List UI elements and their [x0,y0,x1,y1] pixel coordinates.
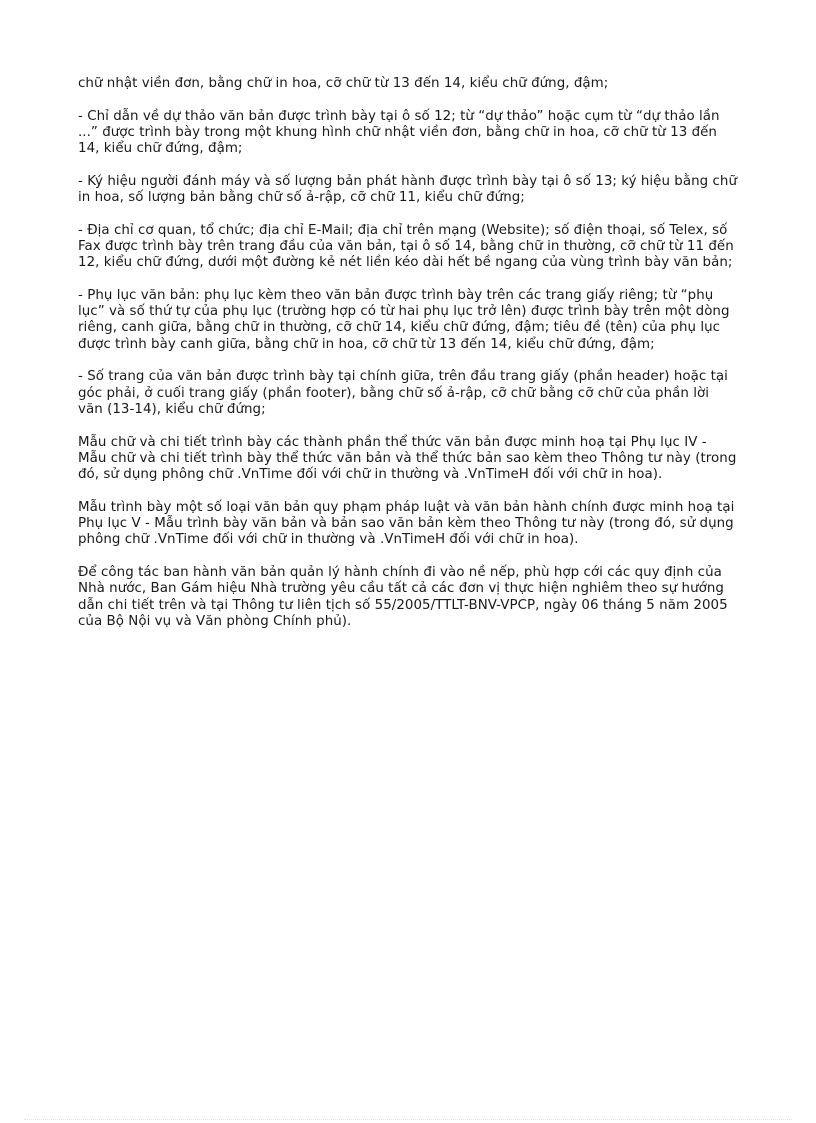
paragraph-title-frame-format: chữ nhật viền đơn, bằng chữ in hoa, cỡ chữ từ 13 đến 14, kiểu chữ đứng, đậm; [78,76,609,91]
paragraph-draft-instruction: - Chỉ dẫn về dự thảo văn bản được trình bày tại ô số 12; từ “dự thảo” hoặc cụm từ “dự thảo lần ...” được trình bày trong một khung hình chữ nhật viền đơn, bằng chữ in hoa, cỡ chữ từ 13 đến 14, kiểu chữ đứng, đậm; [78,108,720,157]
paragraph-appendix: - Phụ lục văn bản: phụ lục kèm theo văn bản được trình bày trên các trang giấy riêng; từ “phụ lục” và số thứ tự của phụ lục (trường hợp có từ hai phụ lục trở lên) được trình bày trên một dòng riêng, canh giữa, bằng chữ in thường, cỡ chữ 14, kiểu chữ đứng, đậm; tiêu đề (tên) của phụ lục được trình bày canh giữa, bằng chữ in hoa, cỡ chữ từ 13 đến 14, kiểu chữ đứng, đậm; [78,287,730,352]
paragraph-typist-code: - Ký hiệu người đánh máy và số lượng bản phát hành được trình bày tại ô số 13; ký hiệu bằng chữ in hoa, số lượng bản bằng chữ số ả-rập, cỡ chữ 11, kiểu chữ đứng; [78,173,737,206]
document-body [78,76,738,646]
paragraph-appendix-v: Mẫu trình bày một số loại văn bản quy phạm pháp luật và văn bản hành chính được minh hoạ tại Phụ lục V - Mẫu trình bày văn bản và bản sao văn bản kèm theo Thông tư này (trong đó, sử dụng phông chữ .VnTime đối với chữ in thường và .VnTimeH đối với chữ in hoa). [78,499,735,548]
paragraph-agency-address: - Địa chỉ cơ quan, tổ chức; địa chỉ E-Mail; địa chỉ trên mạng (Website); số điện thoại, số Telex, số Fax được trình bày trên trang đầu của văn bản, tại ô số 14, bằng chữ in thường, cỡ chữ từ 11 đến 12, kiểu chữ đứng, dưới một đường kẻ nét liền kéo dài hết bề ngang của vùng trình bày văn bản; [78,222,734,271]
paragraph-page-number: - Số trang của văn bản được trình bày tại chính giữa, trên đầu trang giấy (phần header) hoặc tại góc phải, ở cuối trang giấy (phần footer), bằng chữ số ả-rập, cỡ chữ bằng cỡ chữ của phần lời văn (13-14), kiểu chữ đứng; [78,369,728,417]
page-bottom-rule [24,1119,792,1120]
paragraph-appendix-iv: Mẫu chữ và chi tiết trình bày các thành phần thể thức văn bản được minh hoạ tại Phụ lục IV - Mẫu chữ và chi tiết trình bày thể thức văn bản và thể thức bản sao kèm theo Thông tư này (trong đó, sử dụng phông chữ .VnTime đối với chữ in thường và .VnTimeH đối với chữ in hoa). [78,434,737,483]
paragraph-conclusion: Để công tác ban hành văn bản quản lý hành chính đi vào nề nếp, phù hợp cới các quy định của Nhà nước, Ban Gám hiệu Nhà trường yêu cầu tất cả các đơn vị thực hiện nghiêm theo sự hướng dẫn chi tiết trên và tại Thông tư liên tịch số 55/2005/TTLT-BNV-VPCP, ngày 06 tháng 5 năm 2005 của Bộ Nội vụ và Văn phòng Chính phủ). [78,564,728,629]
